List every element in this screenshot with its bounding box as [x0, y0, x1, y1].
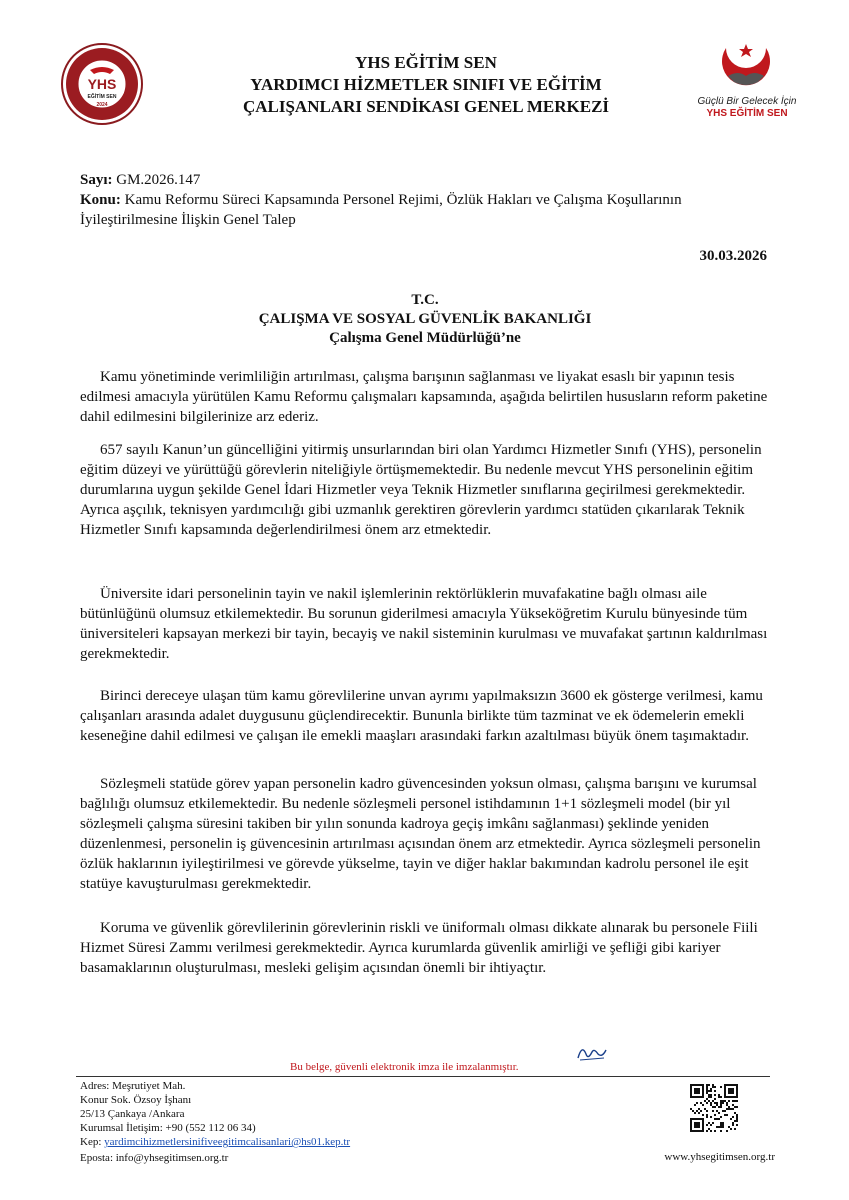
- esignature-note: Bu belge, güvenli elektronik imza ile imzalanmıştır.: [290, 1061, 519, 1073]
- sayi-label: Sayı:: [80, 172, 113, 188]
- footer-website: www.yhsegitimsen.org.tr: [664, 1151, 775, 1163]
- body-paragraph: 657 sayılı Kanun’un güncelliğini yitirmiş unsurlarından biri olan Yardımcı Hizmetler Sınıfı (YHS), personelin eğitim düzeyi ve yürüttüğü görevlerin niteliğiyle örtüşmemektedir. Bu nedenle mevcut YHS personelinin eğitim durumlarına uygun şekilde Genel İdari Hizmetler veya Teknik Hizmetler sınıflarına geçirilmesi gerekmektedir. Ayrıca aşçılık, teknisyen yardımcılığı gibi uzmanlık gerektiren görevlerin yardımcı statüden çıkarılarak Teknik Hizmetler Sınıfı kapsamında değerlendirilmesi önem arz etmektedir.: [80, 442, 762, 538]
- body-paragraph: Sözleşmeli statüde görev yapan personelin kadro güvencesinden yoksun olması, çalışma barışını ve kurumsal bağlılığı olumsuz etkilemektedir. Bu nedenle sözleşmeli personel istihdamının 1+1 sözleşmeli model (bir yıl sözleşmeli çalışma süresini takiben bir yılın sonunda kadroya geçiş imkânı sağlanması) şeklinde yeniden düzenlenmesi, personelin iş güvencesinin artırılması açısından önem arz etmektedir. Ayrıca sözleşmeli personelin özlük haklarının iyileştirilmesi ve görevde yükselme, tayin ve diğer haklar bakımından kadrolu personel ile eşit statüye kavuşturulması gerekmektedir.: [80, 776, 761, 892]
- addressee-ministry: ÇALIŞMA VE SOSYAL GÜVENLİK BAKANLIĞI: [258, 311, 592, 327]
- footer-address-line-3: 25/13 Çankaya /Ankara: [80, 1108, 185, 1120]
- document-subject: [80, 190, 780, 230]
- letterhead-line-2: YARDIMCI HİZMETLER SINIFI VE EĞİTİM: [250, 75, 602, 94]
- letterhead: [160, 52, 692, 118]
- logo-yhs-text: YHS: [87, 76, 117, 92]
- body-paragraph: Kamu yönetiminde verimliliğin artırılması, çalışma barışının sağlanması ve liyakat esaslı bir yapının tesis edilmesi amacıyla yürütülen Kamu Reformu çalışmaları kapsamında, aşağıda belirtilen hususların reform paketine dahil edilmesini bilgilerinize arz ederiz.: [80, 369, 768, 425]
- body-paragraph: Üniversite idari personelinin tayin ve nakil işlemlerinin rektörlüklerin muvafakatine bağlı olması aile bütünlüğünü olumsuz etkilemektedir. Bu sorunun giderilmesi amacıyla Yükseköğretim Kurulu bünyesinde tüm üniversiteleri kapsayan merkezi bir tayin, becayiş ve nakil sisteminin kurulması ve muvafakat şartının kaldırılması gerekmektedir.: [80, 586, 768, 662]
- footer-kep: [80, 1135, 350, 1149]
- body-paragraph: Koruma ve güvenlik görevlilerinin görevlerinin riskli ve üniformalı olması dikkate alınarak bu personele Fiili Hizmet Süresi Zammı verilmesi gerekmektedir. Ayrıca kurumlarda güvenlik amirliği ve şefliği gibi kariyer basamaklarının oluşturulması, mesleki gelişim açısından önemli bir ihtiyaçtır.: [80, 920, 758, 976]
- addressee-directorate: Çalışma Genel Müdürlüğü’ne: [329, 330, 521, 346]
- footer-divider: [76, 1076, 770, 1077]
- footer-address-line-1: Adres: Meşrutiyet Mah.: [80, 1080, 186, 1092]
- footer-address-line-2: Konur Sok. Özsoy İşhanı: [80, 1094, 192, 1106]
- logo-year: 2024: [96, 102, 108, 108]
- kep-link[interactable]: yardimcihizmetlersinifiveegitimcalisanlari@hs01.kep.tr: [104, 1136, 351, 1148]
- addressee-tc: T.C.: [411, 292, 439, 308]
- konu-value: Kamu Reformu Süreci Kapsamında Personel Rejimi, Özlük Hakları ve Çalışma Koşullarının İyileştirilmesine İlişkin Genel Talep: [80, 192, 682, 228]
- letterhead-line-3: ÇALIŞANLARI SENDİKASI GENEL MERKEZİ: [242, 97, 610, 116]
- signature-scribble-icon: [574, 1040, 610, 1064]
- kep-label: Kep:: [80, 1136, 102, 1148]
- document-date: 30.03.2026: [699, 248, 767, 264]
- document-number: [80, 170, 780, 190]
- logo-slogan: Güçlü Bir Gelecek İçin: [697, 96, 797, 107]
- sayi-value: GM.2026.147: [116, 172, 201, 188]
- konu-label: Konu:: [80, 192, 121, 208]
- union-seal-logo: [60, 42, 144, 126]
- body-paragraph: Birinci dereceye ulaşan tüm kamu görevlilerine unvan ayrımı yapılmaksızın 3600 ek gösterge verilmesi, kamu çalışanları arasında adalet duygusunu güçlendirecektir. Bununla birlikte tüm tazminat ve ek ödemelerin emekli keseneğine dahil edilmesi ve çalışan ile emekli maaşları arasındaki farkın azaltılması büyük önem taşımaktadır.: [80, 688, 763, 744]
- logo-subtext: EĞİTİM SEN: [87, 94, 117, 100]
- qr-code-icon: [690, 1084, 738, 1132]
- letterhead-line-1: YHS EĞİTİM SEN: [355, 53, 497, 72]
- footer-email: Eposta: info@yhsegitimsen.org.tr: [80, 1152, 229, 1164]
- footer-phone: Kurumsal İletişim: +90 (552 112 06 34): [80, 1122, 256, 1134]
- logo-brand: YHS EĞİTİM SEN: [706, 108, 788, 119]
